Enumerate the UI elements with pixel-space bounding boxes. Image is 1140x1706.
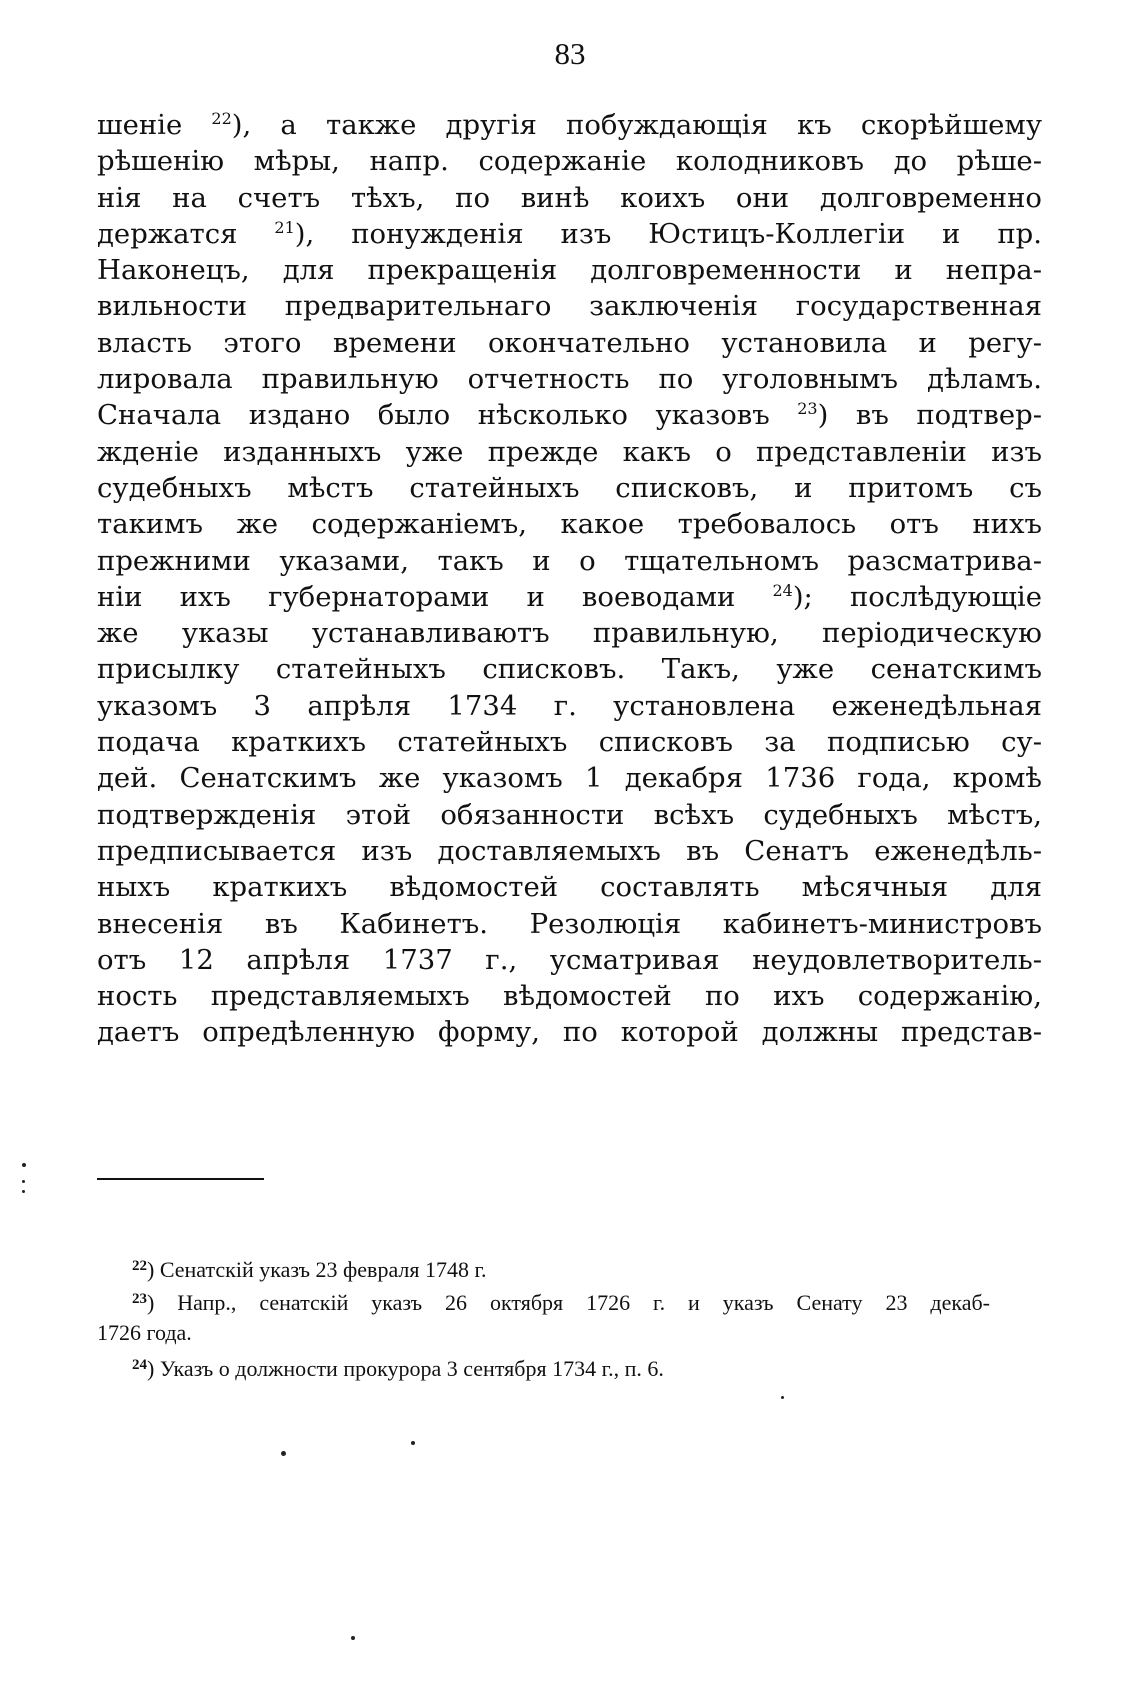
text-line <box>97 869 1042 905</box>
text-line <box>97 361 1042 397</box>
text-line <box>97 651 1042 687</box>
text-segment: жденіе изданныхъ уже прежде какъ о представленіи изъ <box>97 435 1042 468</box>
text-segment: Сначала издано было нѣсколько указовъ <box>97 399 798 432</box>
text-segment: подтвержденія этой обязанности всѣхъ судебныхъ мѣстъ, <box>97 798 1042 831</box>
text-line <box>97 180 1042 216</box>
text-segment: ніи ихъ губернаторами и воеводами <box>97 580 773 613</box>
footnote-separator <box>97 1178 264 1180</box>
text-segment: же указы устанавливаютъ правильную, періодическую <box>97 617 1042 650</box>
text-segment: ); послѣдующіе <box>792 580 1042 613</box>
footnote-text: ) Указъ о должности прокурора 3 сентября 1734 г., п. 6. <box>147 1356 664 1381</box>
text-segment: Наконецъ, для прекращенія долговременности и непра- <box>97 254 1042 287</box>
footnote <box>97 1283 990 1316</box>
text-segment: держатся <box>97 217 275 250</box>
scan-speck <box>281 1451 286 1456</box>
scan-speck <box>22 1180 25 1183</box>
scan-speck <box>22 1163 26 1167</box>
footnote-number: 24 <box>132 1357 147 1373</box>
text-line <box>97 107 1042 143</box>
footnote-reference: 22 <box>211 109 232 128</box>
text-segment: ), понужденія изъ Юстицъ-Коллегіи и пр. <box>294 217 1042 250</box>
text-segment: присылку статейныхъ списковъ. Такъ, уже сенатскимъ <box>97 653 1042 686</box>
text-line <box>97 506 1042 542</box>
footnote <box>97 1316 997 1349</box>
text-line <box>97 833 1042 869</box>
text-line <box>97 579 1042 615</box>
text-line <box>97 615 1042 651</box>
scan-speck <box>411 1441 415 1445</box>
text-segment: дей. Сенатскимъ же указомъ 1 декабря 1736 года, кромѣ <box>97 762 1042 795</box>
text-line <box>97 143 1042 179</box>
text-line <box>97 543 1042 579</box>
text-line <box>97 288 1042 324</box>
text-segment: ныхъ краткихъ вѣдомостей составлять мѣсячныя для <box>97 871 1042 904</box>
text-line <box>97 942 1042 978</box>
text-segment: лировала правильную отчетность по уголовнымъ дѣламъ. <box>97 363 1042 396</box>
text-segment: нія на счетъ тѣхъ, по винѣ коихъ они долговременно <box>97 181 1042 214</box>
text-segment: вильности предварительнаго заключенія государственная <box>97 290 1042 323</box>
text-line <box>97 216 1042 252</box>
footnote <box>97 1250 997 1283</box>
text-line <box>97 906 1042 942</box>
footnote-number: 23 <box>132 1291 147 1307</box>
text-segment: ность представляемыхъ вѣдомостей по ихъ содержанію, <box>97 980 1042 1013</box>
scan-speck <box>781 1396 784 1399</box>
body-text <box>97 107 1042 1051</box>
text-line <box>97 252 1042 288</box>
footnote <box>97 1349 997 1382</box>
footnote-number: 22 <box>132 1258 147 1274</box>
text-segment: указомъ 3 апрѣля 1734 г. установлена еженедѣльная <box>97 689 1042 722</box>
footnote-text: ) Напр., сенатскій указъ 26 октября 1726 г. и указъ Сенату 23 декаб- <box>147 1290 990 1315</box>
text-segment: власть этого времени окончательно установила и регу- <box>97 326 1042 359</box>
text-segment: прежними указами, такъ и о тщательномъ разсматрива- <box>97 544 1042 577</box>
text-segment: судебныхъ мѣстъ статейныхъ списковъ, и притомъ съ <box>97 471 1042 504</box>
footnote-reference: 21 <box>274 217 295 237</box>
text-line <box>97 325 1042 361</box>
text-segment: рѣшенію мѣры, напр. содержаніе колодниковъ до рѣше- <box>97 145 1042 178</box>
text-segment: предписывается изъ доставляемыхъ въ Сенатъ еженедѣль- <box>97 834 1042 867</box>
text-line <box>97 978 1042 1014</box>
footnote-reference: 23 <box>797 399 818 419</box>
footnote-text: 1726 года. <box>97 1320 192 1345</box>
page-number: 83 <box>554 36 586 71</box>
footnotes <box>97 1250 997 1382</box>
text-line <box>97 434 1042 470</box>
text-line <box>97 688 1042 724</box>
text-line <box>97 1014 1042 1050</box>
text-segment: внесенія въ Кабинетъ. Резолюція кабинетъ-министровъ <box>97 907 1042 940</box>
text-segment: такимъ же содержаніемъ, какое требовалось отъ нихъ <box>97 508 1042 541</box>
text-segment: подача краткихъ статейныхъ списковъ за подписью су- <box>97 726 1042 759</box>
scan-speck <box>22 1190 25 1193</box>
text-line <box>97 724 1042 760</box>
text-line <box>97 760 1042 796</box>
footnote-reference: 24 <box>772 580 793 600</box>
text-line <box>97 397 1042 433</box>
text-segment: даетъ опредѣленную форму, по которой должны представ- <box>97 1016 1042 1049</box>
text-line <box>97 470 1042 506</box>
text-segment: отъ 12 апрѣля 1737 г., усматривая неудовлетворитель- <box>97 943 1042 976</box>
footnote-text: ) Сенатскій указъ 23 февраля 1748 г. <box>147 1257 487 1282</box>
text-segment: шеніе <box>97 109 212 141</box>
text-segment: ), а также другія побуждающія къ скорѣйшему <box>231 109 1043 141</box>
text-segment: ) въ подтвер- <box>817 399 1042 432</box>
text-line <box>97 797 1042 833</box>
scan-speck <box>351 1636 355 1640</box>
